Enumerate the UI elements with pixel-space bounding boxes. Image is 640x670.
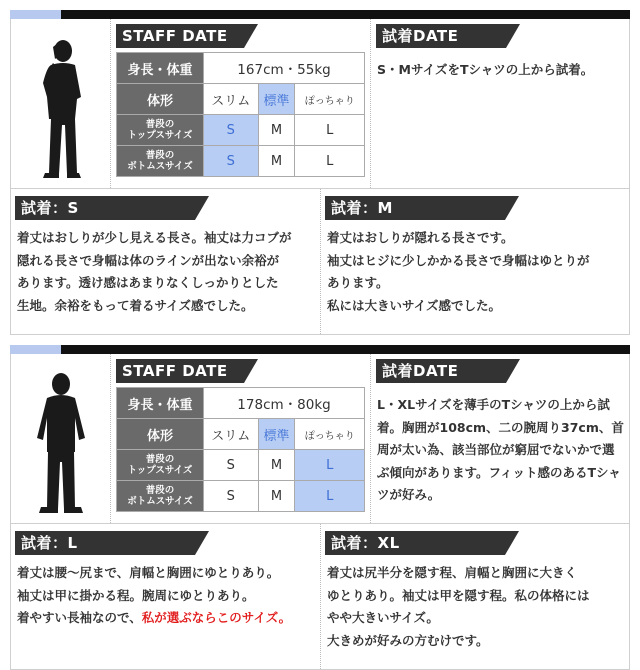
review-line: 着丈はおしりが少し見える長さ。袖丈は力コブが bbox=[17, 230, 292, 245]
table-row bbox=[117, 481, 365, 512]
tops-label-line1: 普段の bbox=[145, 454, 175, 465]
tops-size-label bbox=[117, 115, 204, 146]
staff-date-banner: STAFF DATE bbox=[116, 359, 244, 383]
tops-label-line2: トップスサイズ bbox=[127, 465, 193, 476]
staff-stats-table bbox=[116, 52, 365, 177]
body-type-option: ぽっちゃり bbox=[295, 419, 365, 450]
review-line bbox=[17, 607, 315, 630]
review-line: 私には大きいサイズ感でした。 bbox=[327, 297, 502, 313]
tops-size-option: M bbox=[258, 450, 295, 481]
review-line: 大きめが好みの方むけです。 bbox=[327, 632, 489, 648]
table-row bbox=[117, 419, 365, 450]
review-line: 着丈は腰〜尻まで、肩幅と胸囲にゆとりあり。 bbox=[17, 565, 280, 580]
review-panel bbox=[10, 524, 630, 670]
review-line: 着丈は尻半分を隠す程、肩幅と胸囲に大きく bbox=[327, 565, 578, 580]
tops-size-option: S bbox=[204, 450, 259, 481]
body-type-label: 体形 bbox=[117, 84, 204, 115]
table-row bbox=[117, 53, 365, 84]
review-title-s: 試着：S bbox=[15, 196, 195, 220]
try-date-cell bbox=[371, 354, 629, 523]
height-weight-label: 身長・体重 bbox=[117, 53, 204, 84]
body-type-option: スリム bbox=[204, 419, 259, 450]
tops-size-option: L bbox=[295, 115, 365, 146]
review-title-xl: 試着：XL bbox=[325, 531, 505, 555]
review-line: あります。透け感はあまりなくしっかりとした bbox=[17, 275, 279, 290]
review-highlight: 私が選ぶならこのサイズ。 bbox=[141, 610, 292, 625]
review-line: 袖丈はヒジに少しかかる長さで身幅はゆとりが bbox=[327, 252, 590, 268]
review-title-m: 試着：M bbox=[325, 196, 505, 220]
header-accent bbox=[10, 10, 61, 19]
staff-block-2 bbox=[10, 345, 630, 661]
table-row bbox=[117, 146, 365, 177]
section-header-bar bbox=[10, 345, 630, 354]
person-standing-silhouette-icon bbox=[25, 372, 97, 514]
review-line: やや大きいサイズ。 bbox=[327, 610, 439, 625]
bottoms-size-option: M bbox=[258, 481, 295, 512]
bottoms-size-option: M bbox=[258, 146, 295, 177]
staff-info-panel bbox=[10, 19, 630, 189]
tops-size-label bbox=[117, 450, 204, 481]
review-text-l bbox=[17, 562, 315, 630]
review-text-s bbox=[17, 227, 315, 317]
review-text-m bbox=[327, 227, 625, 317]
table-row bbox=[117, 450, 365, 481]
body-type-option: ぽっちゃり bbox=[295, 84, 365, 115]
tops-size-selected: L bbox=[295, 450, 365, 481]
bottoms-label-line1: 普段の bbox=[145, 485, 175, 496]
review-line: 隠れる長さで身幅は体のラインが出ない余裕が bbox=[17, 252, 280, 268]
bottoms-size-selected: S bbox=[204, 146, 259, 177]
tops-size-option: M bbox=[258, 115, 295, 146]
body-type-label: 体形 bbox=[117, 419, 204, 450]
tops-label-line2: トップスサイズ bbox=[127, 130, 193, 141]
bottoms-size-option: S bbox=[204, 481, 259, 512]
review-line: 袖丈は甲に掛かる程。腕周にゆとりあり。 bbox=[17, 587, 255, 603]
review-line-text: 着やすい長袖なので、 bbox=[17, 610, 142, 625]
bottoms-size-selected: L bbox=[295, 481, 365, 512]
staff-data-cell bbox=[111, 19, 371, 188]
person-phone-silhouette-icon bbox=[25, 37, 97, 179]
review-text-xl bbox=[327, 562, 625, 652]
table-row bbox=[117, 115, 365, 146]
bottoms-size-label bbox=[117, 146, 204, 177]
body-type-option: スリム bbox=[204, 84, 259, 115]
body-type-option-selected: 標準 bbox=[258, 419, 295, 450]
review-size-s bbox=[11, 189, 321, 334]
tops-size-selected: S bbox=[204, 115, 259, 146]
header-accent bbox=[10, 345, 61, 354]
bottoms-size-option: L bbox=[295, 146, 365, 177]
review-title-l: 試着：L bbox=[15, 531, 195, 555]
height-weight-label: 身長・体重 bbox=[117, 388, 204, 419]
try-date-banner: 試着DATE bbox=[376, 359, 506, 383]
bottoms-label-line2: ボトムスサイズ bbox=[127, 496, 193, 507]
staff-data-cell bbox=[111, 354, 371, 523]
try-date-text: L・XLサイズを薄手のTシャツの上から試着。胸囲が108cm、二の腕周り37cm、首周が太い為、該当部位が窮屈でないかで選ぶ傾向があります。フィット感のあるTシャツが好み。 bbox=[377, 397, 624, 502]
try-date-text: S・MサイズをTシャツの上から試着。 bbox=[377, 62, 594, 77]
try-date-banner: 試着DATE bbox=[376, 24, 506, 48]
review-line: あります。 bbox=[327, 275, 389, 290]
silhouette-cell bbox=[11, 354, 111, 523]
height-weight-value: 178cm・80kg bbox=[204, 388, 365, 419]
bottoms-label-line1: 普段の bbox=[145, 150, 175, 161]
review-panel bbox=[10, 189, 630, 335]
review-line: ゆとりあり。袖丈は甲を隠す程。私の体格には bbox=[327, 587, 590, 603]
section-header-bar bbox=[10, 10, 630, 19]
review-size-m bbox=[321, 189, 629, 334]
try-date-cell bbox=[371, 19, 629, 188]
table-row bbox=[117, 388, 365, 419]
silhouette-cell bbox=[11, 19, 111, 188]
bottoms-size-label bbox=[117, 481, 204, 512]
staff-info-panel bbox=[10, 354, 630, 524]
staff-date-banner: STAFF DATE bbox=[116, 24, 244, 48]
review-size-xl bbox=[321, 524, 629, 669]
review-size-l bbox=[11, 524, 321, 669]
staff-block-1 bbox=[10, 10, 630, 326]
review-line: 着丈はおしりが隠れる長さです。 bbox=[327, 230, 514, 245]
staff-stats-table bbox=[116, 387, 365, 512]
body-type-option-selected: 標準 bbox=[258, 84, 295, 115]
review-line: 生地。余裕をもって着るサイズ感でした。 bbox=[17, 297, 254, 313]
bottoms-label-line2: ボトムスサイズ bbox=[127, 161, 193, 172]
table-row bbox=[117, 84, 365, 115]
height-weight-value: 167cm・55kg bbox=[204, 53, 365, 84]
tops-label-line1: 普段の bbox=[145, 119, 175, 130]
